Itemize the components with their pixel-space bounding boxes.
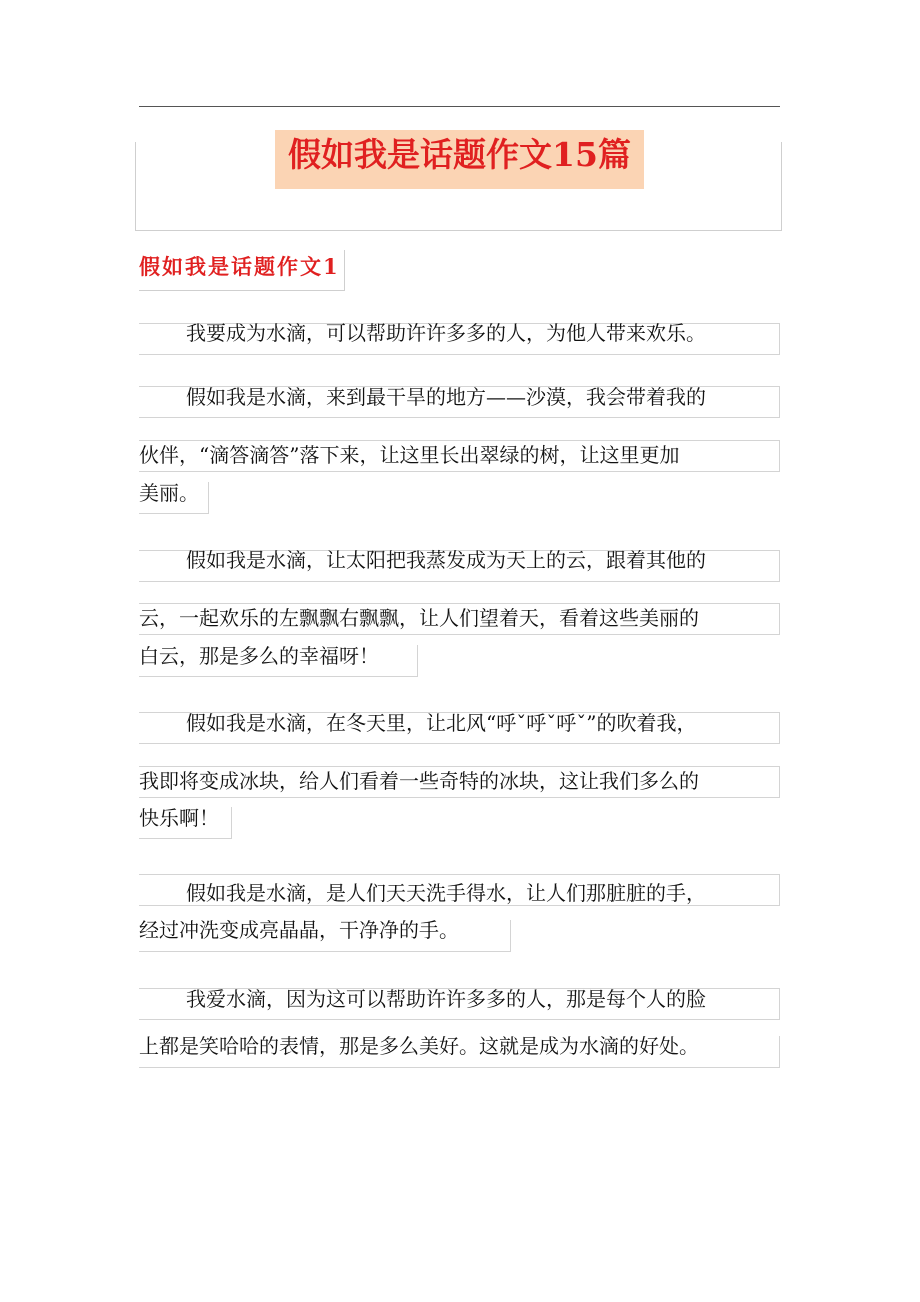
paragraph-line: 我要成为水滴，可以帮助许许多多的人，为他人带来欢乐。 [186,321,706,345]
paragraph-line: 云，一起欢乐的左飘飘右飘飘，让人们望着天，看着这些美丽的 [139,606,699,630]
paragraph-line: 快乐啊！ [139,806,219,830]
document-title: 假如我是话题作文15篇 [288,135,631,174]
paragraph-line: 我即将变成冰块，给人们看着一些奇特的冰块，这让我们多么的 [139,769,699,793]
paragraph-line: 美丽。 [139,481,199,505]
paragraph-line: 伙伴，“滴答滴答”落下来，让这里长出翠绿的树，让这里更加 [139,443,680,467]
paragraph-line: 上都是笑哈哈的表情，那是多么美好。这就是成为水滴的好处。 [139,1034,699,1058]
paragraph-line: 我爱水滴，因为这可以帮助许许多多的人，那是每个人的脸 [186,987,706,1011]
paragraph-line: 假如我是水滴，在冬天里，让北风“呼ˇ呼ˇ呼ˇ”的吹着我， [186,711,697,735]
paragraph-line: 假如我是水滴，来到最干旱的地方——沙漠，我会带着我的 [186,385,706,409]
section-heading: 假如我是话题作文1 [139,250,345,291]
paragraph-line: 白云，那是多么的幸福呀！ [139,644,379,668]
paragraph-line: 经过冲洗变成亮晶晶，干净净的手。 [139,918,459,942]
paragraph-line: 假如我是水滴，让太阳把我蒸发成为天上的云，跟着其他的 [186,548,706,572]
top-divider [139,106,780,107]
paragraph-line: 假如我是水滴，是人们天天洗手得水，让人们那脏脏的手， [186,881,706,905]
